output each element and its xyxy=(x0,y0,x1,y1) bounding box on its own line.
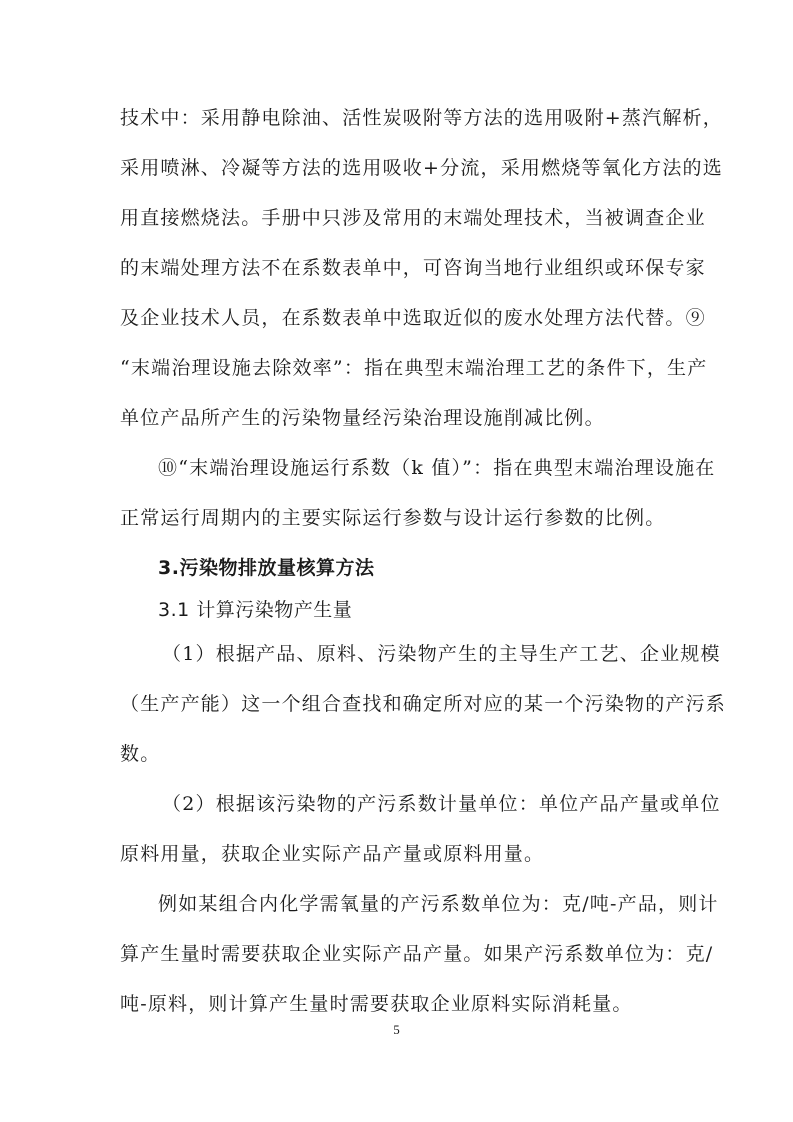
subsection-heading: 3.1 计算污染物产生量 xyxy=(158,599,353,621)
text-line: 的末端处理方法不在系数表单中，可咨询当地行业组织或环保专家 xyxy=(120,257,706,279)
text-line: （2）根据该污染物的产污系数计量单位：单位产品产量或单位 xyxy=(162,793,721,815)
text-line: （1）根据产品、原料、污染物产生的主导生产工艺、企业规模 xyxy=(162,643,721,665)
text-line: 采用喷淋、冷凝等方法的选用吸收+分流，采用燃烧等氧化方法的选 xyxy=(120,157,723,179)
text-line: 算产生量时需要获取企业实际产品产量。如果产污系数单位为：克/ xyxy=(120,943,714,965)
text-line: 数。 xyxy=(120,743,161,765)
section-heading: 3.污染物排放量核算方法 xyxy=(158,557,375,579)
text-line: “末端治理设施去除效率”：指在典型末端治理工艺的条件下，生产 xyxy=(120,357,708,379)
text-line: 吨-原料，则计算产生量时需要获取企业原料实际消耗量。 xyxy=(120,993,633,1015)
text-line: 用直接燃烧法。手册中只涉及常用的末端处理技术，当被调查企业 xyxy=(120,207,706,229)
text-line: （生产产能）这一个组合查找和确定所对应的某一个污染物的产污系 xyxy=(120,693,727,715)
text-line: 例如某组合内化学需氧量的产污系数单位为：克/吨-产品，则计 xyxy=(158,893,719,915)
page-number: 5 xyxy=(393,1022,400,1037)
text-line: 正常运行周期内的主要实际运行参数与设计运行参数的比例。 xyxy=(120,507,666,529)
text-line: 原料用量，获取企业实际产品产量或原料用量。 xyxy=(120,843,545,865)
text-line: ⑩“末端治理设施运行系数（k 值）”：指在典型末端治理设施在 xyxy=(158,457,716,479)
text-line: 单位产品所产生的污染物量经污染治理设施削减比例。 xyxy=(120,407,605,429)
text-line: 技术中：采用静电除油、活性炭吸附等方法的选用吸附+蒸汽解析， xyxy=(120,107,723,129)
text-line: 及企业技术人员，在系数表单中选取近似的废水处理方法代替。⑨ xyxy=(120,307,706,329)
